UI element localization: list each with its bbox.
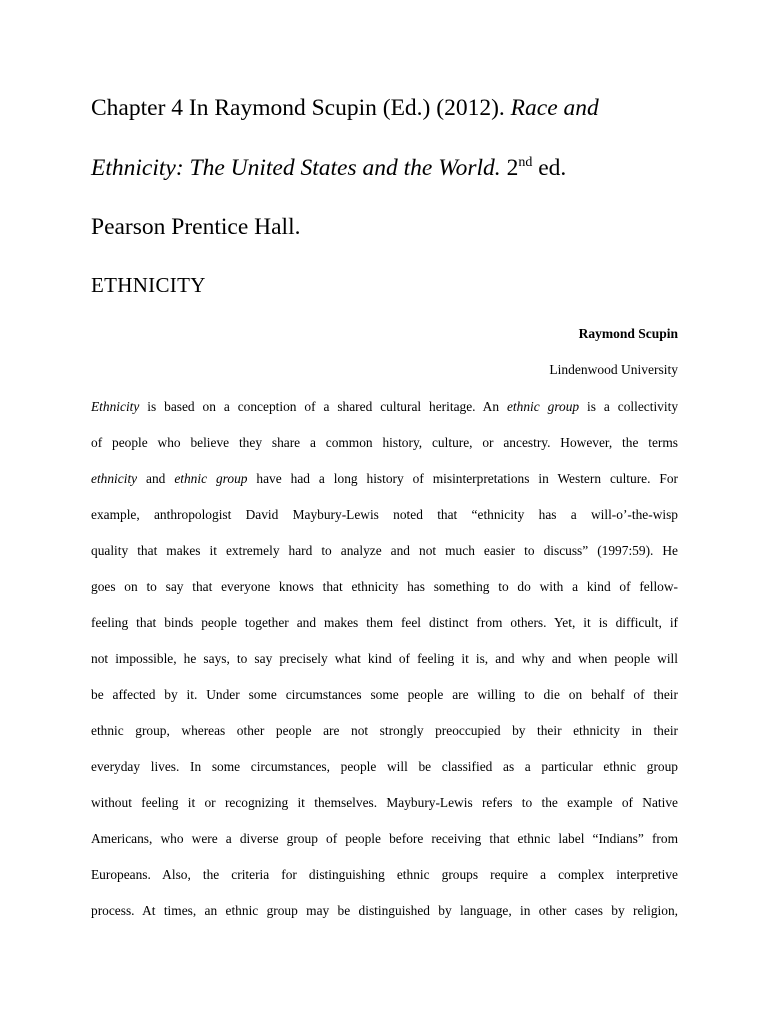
- edition-label: ed.: [532, 155, 567, 181]
- author-affiliation: Lindenwood University: [549, 362, 678, 377]
- author-name: Raymond Scupin: [578, 326, 678, 341]
- term-ethnic-group: ethnic group: [506, 399, 580, 414]
- body-line-3: [91, 469, 678, 489]
- edition-number: 2: [500, 155, 519, 181]
- body-line-10: ethnic group, whereas other people are not strongly preoccupied by their ethnicity in their: [91, 723, 678, 738]
- body-line-14: Europeans. Also, the criteria for distinguishing ethnic groups require a complex interpretive: [91, 867, 678, 882]
- body-line-11: everyday lives. In some circumstances, people will be classified as a particular ethnic group: [91, 759, 678, 774]
- body-text: is based on a conception of a shared cultural heritage. An: [139, 399, 507, 414]
- edition-ordinal: nd: [518, 155, 533, 170]
- body-line-7: feeling that binds people together and makes them feel distinct from others. Yet, it is difficult, if: [91, 615, 678, 630]
- body-line-8: not impossible, he says, to say precisely what kind of feeling it is, and why and when people will: [91, 651, 678, 666]
- body-line-4: example, anthropologist David Maybury-Lewis noted that “ethnicity has a will-o’-the-wisp: [91, 507, 678, 522]
- body-line-9: be affected by it. Under some circumstances some people are willing to die on behalf of their: [91, 687, 678, 702]
- body-text: have had a long history of misinterpretations in Western culture. For: [247, 471, 679, 486]
- body-line-6: goes on to say that everyone knows that ethnicity has something to do with a kind of fellow-: [91, 579, 678, 594]
- publisher-text: Pearson Prentice Hall.: [91, 214, 301, 240]
- body-line-1: [91, 397, 678, 417]
- citation-text: Chapter 4 In Raymond Scupin (Ed.) (2012).: [91, 95, 511, 121]
- body-text: and: [137, 471, 175, 486]
- body-line-15: process. At times, an ethnic group may be distinguished by language, in other cases by religion,: [91, 903, 678, 918]
- section-heading: ETHNICITY: [91, 273, 206, 297]
- body-line-12: without feeling it or recognizing it themselves. Maybury-Lewis refers to the example of Native: [91, 795, 678, 810]
- body-text: is a collectivity: [579, 399, 679, 414]
- body-line-2: of people who believe they share a common history, culture, or ancestry. However, the terms: [91, 435, 678, 450]
- body-line-13: Americans, who were a diverse group of people before receiving that ethnic label “Indians” from: [91, 831, 678, 846]
- citation-line-2: [91, 153, 566, 183]
- book-title-text: Race and: [510, 95, 599, 121]
- term-ethnicity: ethnicity: [91, 471, 138, 486]
- term-ethnicity: Ethnicity: [91, 399, 140, 414]
- body-line-5: quality that makes it extremely hard to analyze and not much easier to discuss” (1997:59). He: [91, 543, 678, 558]
- citation-line-1: [91, 93, 599, 123]
- citation-line-3: [91, 212, 300, 242]
- term-ethnic-group: ethnic group: [174, 471, 248, 486]
- book-title-text: Ethnicity: The United States and the World.: [91, 155, 501, 181]
